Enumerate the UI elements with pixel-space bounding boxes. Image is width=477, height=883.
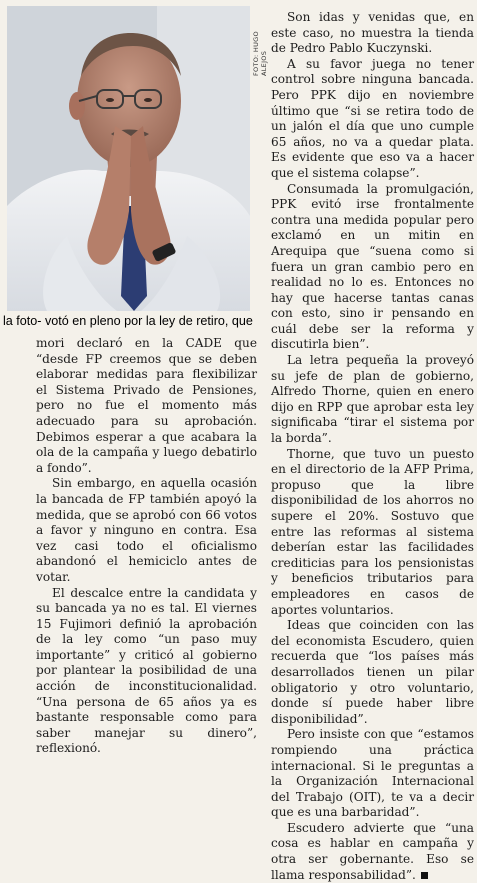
paragraph: Thorne, que tuvo un puesto en el directorio de la AFP Prima, propuso que la libre disponibilidad de los ahorros no supere el 20%. Sostuvo que entre las reformas al sistema deberían estar las facilidades crediticias para los pensionistas y beneficios tributarios para empleadores en casos de aportes voluntarios. xyxy=(271,446,474,617)
photo-caption: la foto- votó en pleno por la ley de retiro, que xyxy=(3,314,253,328)
paragraph: A su favor juega no tener control sobre ninguna bancada. Pero PPK dijo en noviembre último que “si se retira todo de un jalón el día que uno cumple 65 años, no va a quedar plata. Es evidente que eso va a hacer que el sistema colapse”. xyxy=(271,56,474,180)
paragraph: La letra pequeña la proveyó su jefe de plan de gobierno, Alfredo Thorne, quien en enero dijo en RPP que aprobar esta ley significaba “tirar el sistema por la borda”. xyxy=(271,353,474,446)
paragraph: Consumada la promulgación, PPK evitó irse frontalmente contra una medida popular pero exclamó en un mitin en Arequipa que “suena como si fuera un gran cambio pero en realidad no lo es. Entonces no hay que hacerse tantas canas con esto, sino ir pensando en cuál debe ser la reforma y discutirla bien”. xyxy=(271,181,474,352)
paragraph: Pero insiste con que “estamos rompiendo una práctica internacional. Si le preguntas a la Organización Internacional del Trabajo (OIT), te va a decir que es una barbaridad”. xyxy=(271,727,474,820)
photo-credit: FOTO: HUGO ALEJOS xyxy=(252,31,268,76)
paragraph: El descalce entre la candidata y su bancada ya no es tal. El viernes 15 Fujimori definió la aprobación de la ley como “un paso muy importante” y criticó al gobierno por plantear la posibilidad de una acción de inconstitucionalidad. “Una persona de 65 años ya es bastante responsable como para saber manejar su dinero”, reflexionó. xyxy=(36,585,257,756)
paragraph-final xyxy=(271,821,474,883)
article-column-left xyxy=(36,336,257,757)
paragraph: Sin embargo, en aquella ocasión la bancada de FP también apoyó la medida, que se aprobó con 66 votos a favor y ninguno en contra. Esa vez casi todo el oficialismo abandonó el hemiciclo antes de votar. xyxy=(36,476,257,584)
article-photo xyxy=(7,6,250,311)
paragraph-text: Escudero advierte que “una cosa es hablar en campaña y otra ser gobernante. Eso se llama responsabilidad”. xyxy=(271,820,474,882)
paragraph: Son idas y venidas que, en este caso, no muestra la tienda de Pedro Pablo Kuczynski. xyxy=(271,10,474,56)
paragraph: mori declaró en la CADE que “desde FP creemos que se deben elaborar medidas para flexibilizar el Sistema Privado de Pensiones, pero no fue el momento más adecuado para su aprobación. Debimos esperar a que acabara la ola de la campaña y luego debatirlo a fondo”. xyxy=(36,336,257,475)
article-column-right xyxy=(271,10,474,883)
paragraph: Ideas que coinciden con las del economista Escudero, quien recuerda que “los países más desarrollados tienen un pilar obligatorio y otro voluntario, donde sí puede haber libre disponibilidad”. xyxy=(271,618,474,726)
end-mark-icon xyxy=(421,872,428,879)
